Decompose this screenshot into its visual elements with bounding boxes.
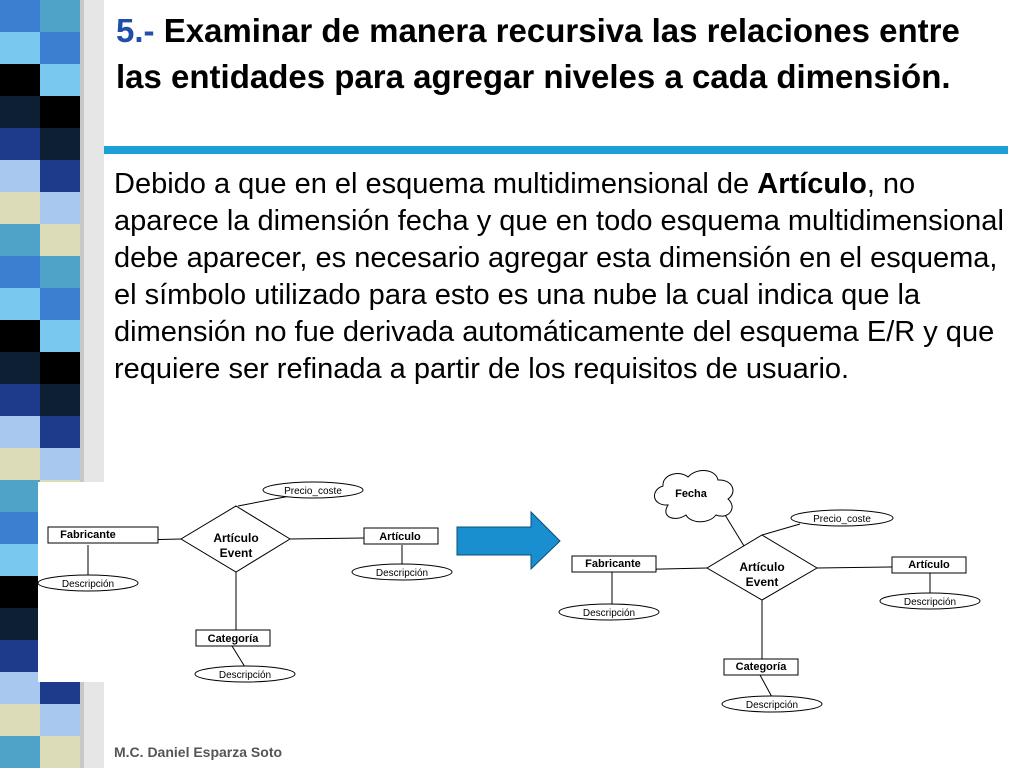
attribute-desc-fabricante-label: Descripción bbox=[582, 608, 636, 619]
attribute-desc-fabricante-label: Descripción bbox=[61, 579, 115, 590]
transform-arrow-icon bbox=[457, 512, 560, 569]
attribute-precio-label: Precio_coste bbox=[284, 486, 342, 497]
entity-categoria-label: Categoría bbox=[207, 633, 259, 645]
relationship-label-2: Event bbox=[219, 546, 253, 560]
footer-author: M.C. Daniel Esparza Soto bbox=[114, 744, 283, 760]
entity-articulo-label: Artículo bbox=[379, 531, 421, 543]
title-text: Examinar de manera recursiva las relaciones entre las entidades para agregar niveles a cada dimensión. bbox=[116, 12, 960, 95]
attribute-desc-categoria-label: Descripción bbox=[218, 670, 272, 681]
title-number: 5.- bbox=[116, 12, 155, 49]
entity-articulo-label: Artículo bbox=[908, 559, 950, 571]
body-text-part1: Debido a que en el esquema multidimensional de bbox=[114, 168, 758, 200]
cloud-label: Fecha bbox=[675, 488, 707, 500]
attribute-desc-articulo-label: Descripción bbox=[903, 597, 957, 608]
entity-fabricante-label: Fabricante bbox=[60, 529, 116, 541]
relationship-label-2: Event bbox=[745, 575, 779, 589]
relationship-label-1: Artículo bbox=[739, 560, 785, 574]
attribute-desc-categoria-label: Descripción bbox=[745, 700, 799, 711]
relationship-label-1: Artículo bbox=[213, 531, 259, 545]
body-text-part2: , no aparece la dimensión fecha y que en todo esquema multidimensional debe aparecer, es necesario agregar esta dimensión en el esquema, el símbolo utilizado para esto es una nube la cual indica que la dimensión no fue derivada automáticamente del esquema E/R y que requiere ser refinada a partir de los requisitos de usuario. bbox=[114, 168, 1004, 385]
attribute-precio-label: Precio_coste bbox=[813, 514, 871, 525]
attribute-desc-articulo-label: Descripción bbox=[375, 568, 429, 579]
entity-categoria-label: Categoría bbox=[735, 661, 787, 673]
er-diagram-original bbox=[38, 482, 452, 682]
er-diagram-refined bbox=[559, 471, 980, 712]
entity-fabricante-label: Fabricante bbox=[585, 558, 641, 570]
body-text-bold: Artículo bbox=[757, 168, 867, 200]
